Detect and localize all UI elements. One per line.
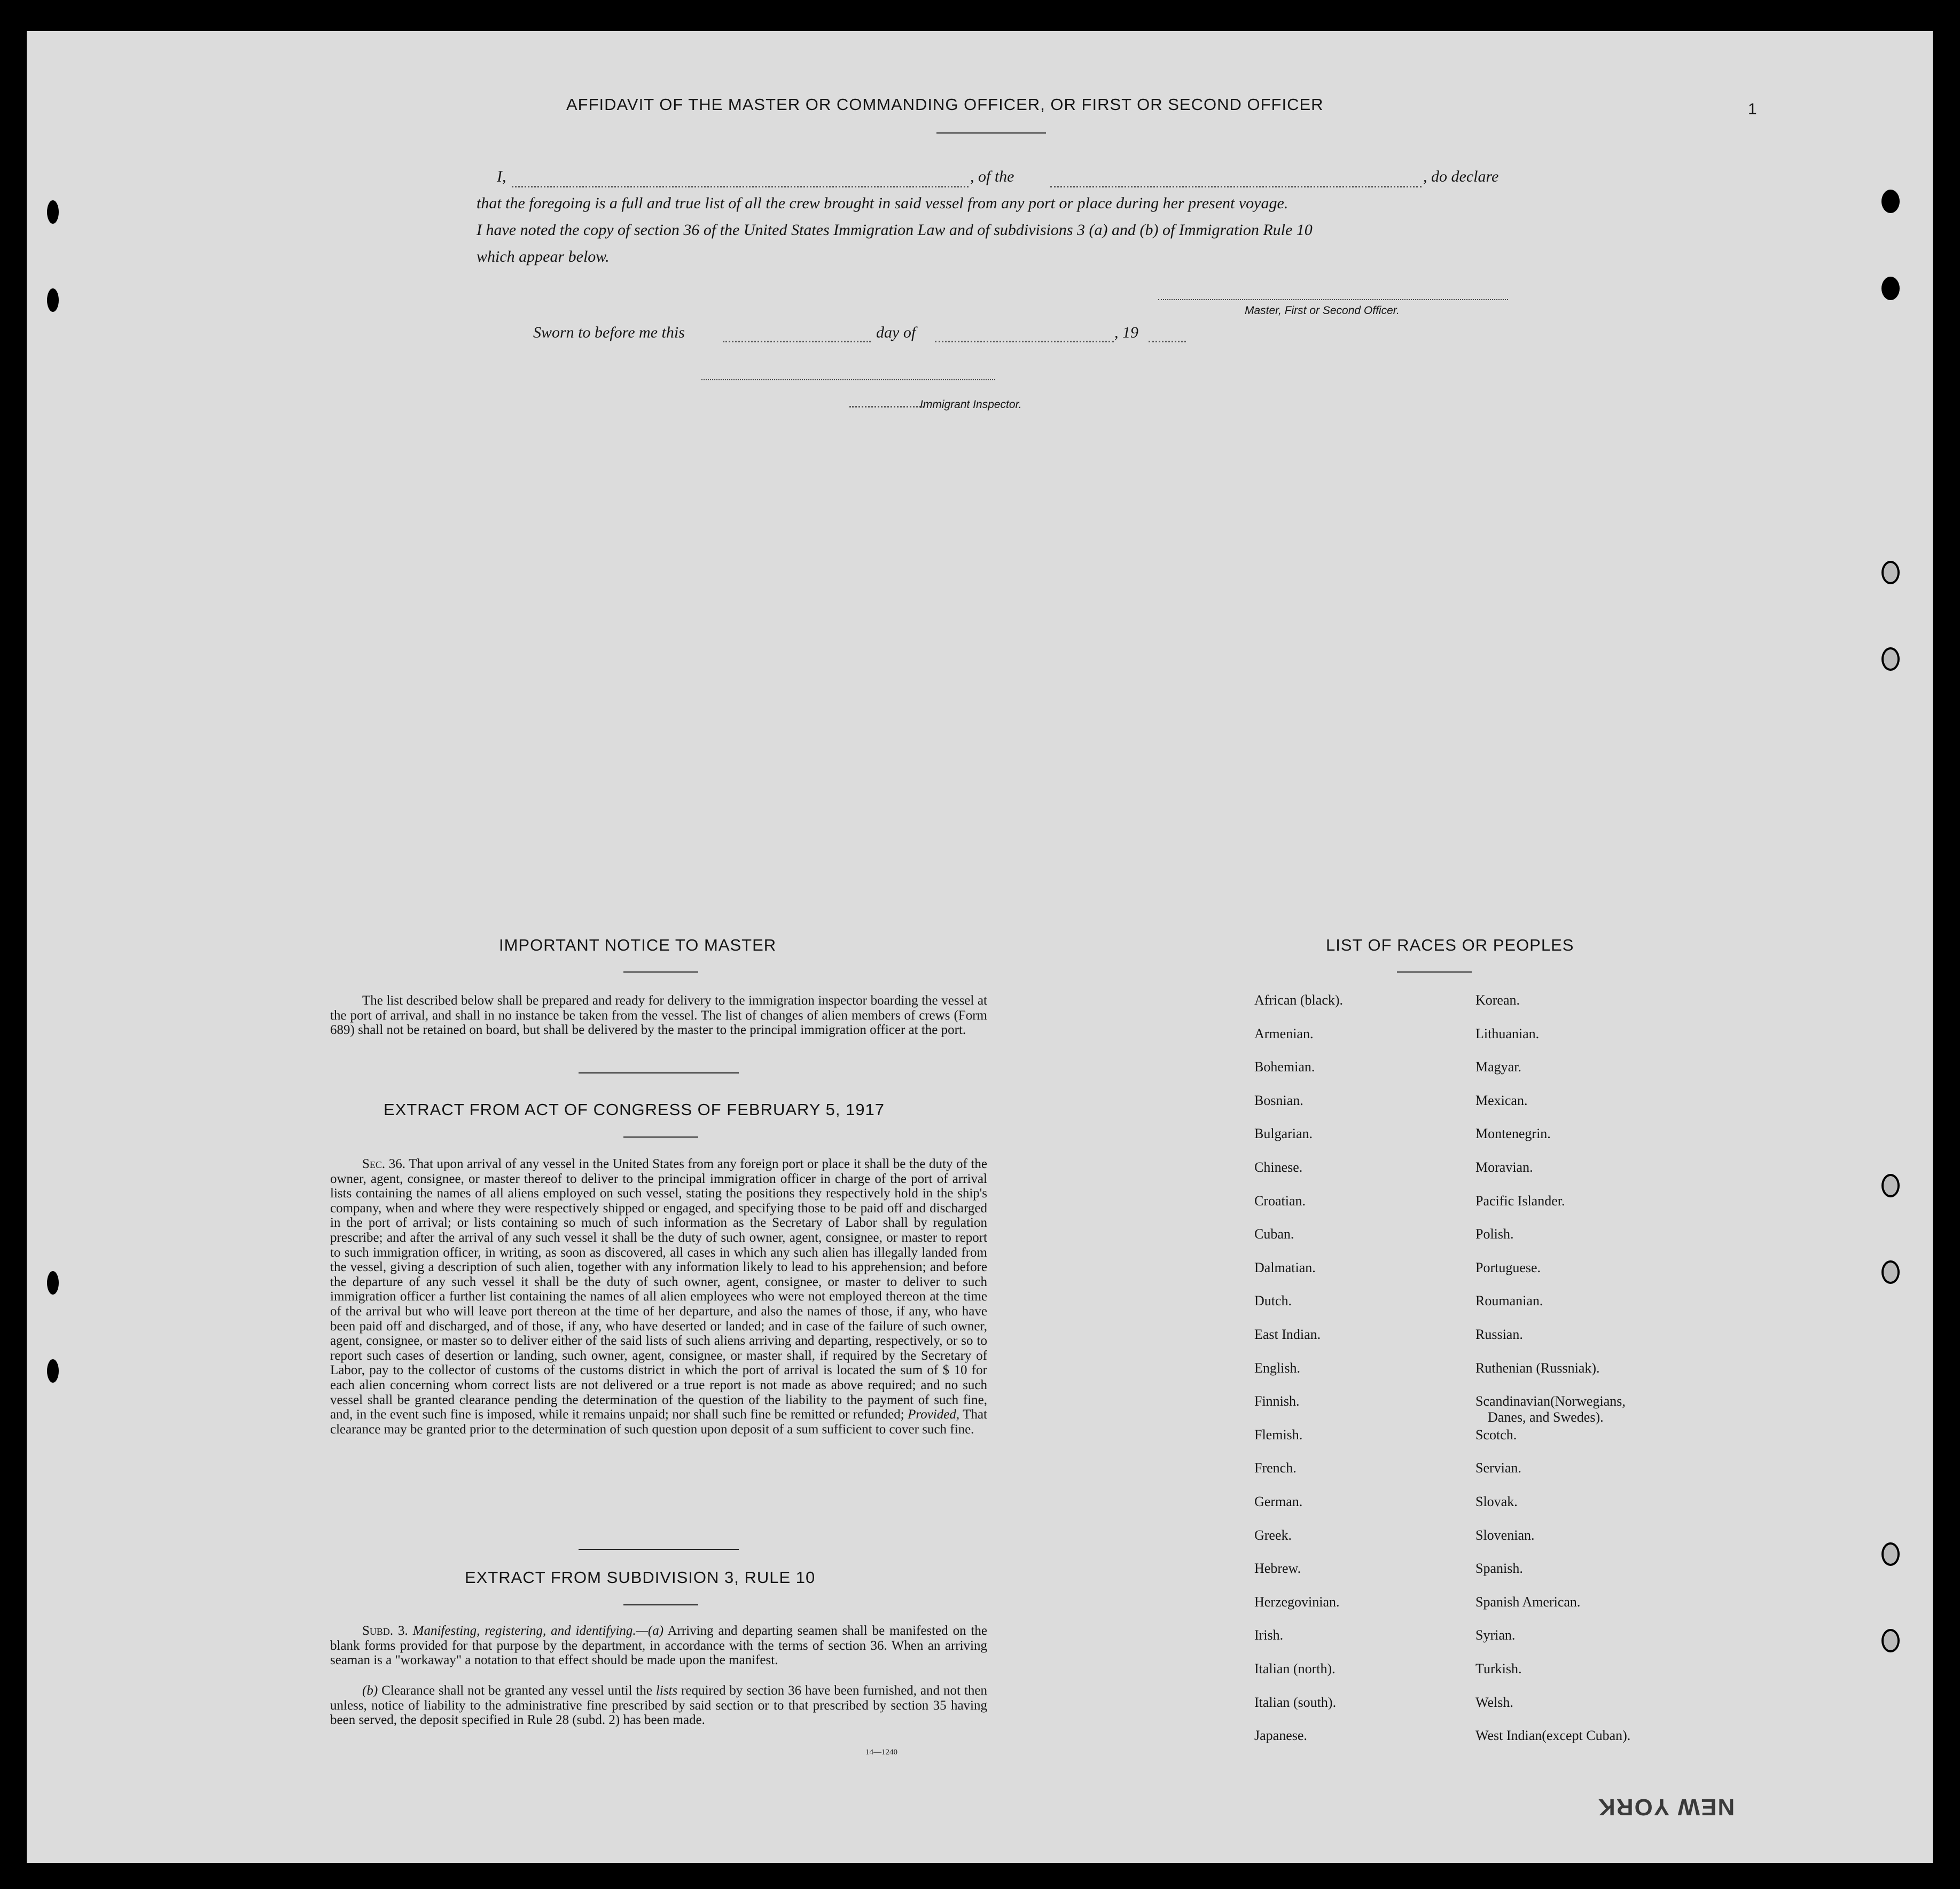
rule-body-a: Arriving and departing seamen shall be manifested on the blank forms provided for that purpose by the department, in accordance with the terms of section 36. When an arriving seaman is a "workaway" a notation to that effect should be made upon the manifest.	[330, 1624, 987, 1668]
vessel-blank	[1050, 186, 1422, 187]
race-item: Servian.	[1475, 1460, 1521, 1476]
rule-body-b-2: required by section 36 have been furnished, and not then unless, notice of liability to the administrative fine prescribed by said section or to that prescribed by section 35 having been served, the deposit specified in Rule 28 (subd. 2) has been made.	[330, 1683, 987, 1728]
race-item: Chinese.	[1254, 1159, 1303, 1175]
sworn-year-blank	[1149, 341, 1186, 342]
race-item: Armenian.	[1254, 1025, 1314, 1041]
rule-text-b	[330, 1683, 987, 1728]
race-item: African (black).	[1254, 992, 1344, 1008]
page-number: 1	[1748, 100, 1757, 118]
binder-hole	[1881, 1260, 1900, 1284]
race-item: Welsh.	[1475, 1694, 1513, 1710]
race-item: Mexican.	[1475, 1092, 1528, 1108]
race-item: French.	[1254, 1460, 1297, 1476]
inspector-signature-line	[701, 379, 995, 380]
race-item: Bulgarian.	[1254, 1126, 1313, 1142]
race-item: English.	[1254, 1360, 1300, 1376]
race-item: Flemish.	[1254, 1426, 1303, 1443]
notice-title: IMPORTANT NOTICE TO MASTER	[499, 936, 777, 954]
rule-body-b-1: Clearance shall not be granted any vessel until the	[381, 1683, 652, 1698]
binder-hole	[1881, 1174, 1900, 1197]
master-caption: Master, First or Second Officer.	[1245, 304, 1400, 317]
act-title-rule	[623, 1136, 698, 1138]
race-item: Montenegrin.	[1475, 1126, 1551, 1142]
race-item: Korean.	[1475, 992, 1520, 1008]
binder-hole	[47, 1271, 59, 1295]
act-text	[330, 1157, 987, 1437]
race-item: Scandinavian(Norwegians,	[1475, 1393, 1626, 1409]
act-body: That upon arrival of any vessel in the United States from any foreign port or place it shall be the duty of the owner, agent, consignee, or master thereof to deliver to the principal immigration officer in charge of the port of arrival lists containing the names of all aliens employed on such vessel, stating the positions they respectively hold in the ship's company, when and where they were respectively shipped or engaged, and specifying those to be paid off and discharged in the port of arrival; or lists containing so much of such information as the Secretary of Labor shall by regulation prescribe; and after the arrival of any such vessel it shall be the duty of such owner, agent, consignee, or master to report to such immigration officer, in writing, as soon as discovered, all cases in which any such alien has illegally landed from the vessel, giving a description of such alien, together with any information likely to lead to his apprehension; and before the departure of any such vessel it shall be the duty of such owner, agent, consignee, or master to deliver to such immigration officer a further list containing the names of all alien employees who were not employed thereon at the time of the arrival but who will leave port thereon at the time of her departure, and also the names of those, if any, who have been paid off and discharged, and of those, if any, who have deserted or landed; and in case of the failure of such owner, agent, consignee, or master so to deliver either of the said lists of such aliens arriving and departing, respectively, or so to report such cases of desertion or landing, such owner, agent, consignee, or master shall, if required by the Secretary of Labor, pay to the collector of customs of the customs district in which the port of arrival is located the sum of $ 10 for each alien concerning whom correct lists are not delivered or a true report is not made as above required; and no such vessel shall be granted clearance pending the determination of the question of the liability to the payment of such fine, and, in the event such fine is imposed, while it remains unpaid; nor shall such fine be remitted or refunded;	[330, 1157, 987, 1422]
race-item: Ruthenian (Russniak).	[1475, 1360, 1600, 1376]
act-provided-label: Provided,	[908, 1407, 960, 1422]
rule-title-rule	[623, 1604, 698, 1605]
notice-separator	[579, 1072, 739, 1073]
race-item: Finnish.	[1254, 1393, 1300, 1409]
races-title: LIST OF RACES OR PEOPLES	[1326, 936, 1574, 954]
race-item: Dutch.	[1254, 1293, 1292, 1309]
act-title: EXTRACT FROM ACT OF CONGRESS OF FEBRUARY 5, 1917	[384, 1100, 885, 1119]
notice-title-rule	[623, 971, 698, 973]
race-item: Slovak.	[1475, 1494, 1518, 1509]
race-item: Spanish.	[1475, 1561, 1523, 1577]
race-item: Italian (south).	[1254, 1694, 1337, 1710]
port-stamp: NEW YORK	[1597, 1794, 1735, 1820]
binder-hole	[1881, 1542, 1900, 1566]
race-item: Russian.	[1475, 1327, 1523, 1342]
declaration-line-3: I have noted the copy of section 36 of the United States Immigration Law and of subdivisions 3 (a) and (b) of Immigration Rule 10	[477, 221, 1313, 239]
affidavit-title: AFFIDAVIT OF THE MASTER OR COMMANDING OFFICER, OR FIRST OR SECOND OFFICER	[566, 95, 1324, 114]
race-item: Irish.	[1254, 1627, 1284, 1643]
year-label: , 19	[1114, 324, 1138, 341]
act-separator	[579, 1549, 739, 1550]
declaration-line-2: that the foregoing is a full and true list of all the crew brought in said vessel from any port or place during her present voyage.	[477, 194, 1289, 212]
race-item: German.	[1254, 1494, 1303, 1509]
binder-hole	[1881, 561, 1900, 584]
sworn-label: Sworn to before me this	[533, 324, 685, 341]
race-item: East Indian.	[1254, 1327, 1321, 1342]
act-section-label: Sec. 36.	[362, 1157, 405, 1171]
race-item: Lithuanian.	[1475, 1025, 1540, 1041]
race-item: Moravian.	[1475, 1159, 1533, 1175]
race-item: Turkish.	[1475, 1661, 1522, 1676]
race-item: Hebrew.	[1254, 1561, 1301, 1577]
binder-hole	[47, 200, 59, 224]
document-page	[27, 31, 1933, 1863]
race-item: Spanish American.	[1475, 1594, 1581, 1610]
race-item: Pacific Islander.	[1475, 1193, 1565, 1209]
binder-hole	[47, 1359, 59, 1383]
race-item: Japanese.	[1254, 1728, 1307, 1744]
race-item: Polish.	[1475, 1226, 1514, 1242]
race-item: Herzegovinian.	[1254, 1594, 1340, 1610]
race-item: Bosnian.	[1254, 1092, 1303, 1108]
sworn-day-blank	[723, 341, 871, 342]
race-item: West Indian(except Cuban).	[1475, 1728, 1631, 1744]
rule-subd-label: Subd. 3.	[362, 1624, 408, 1638]
notice-body: The list described below shall be prepared and ready for delivery to the immigration inspector boarding the vessel at the port of arrival, and shall in no instance be taken from the vessel. The list of changes of alien members of crews (Form 689) shall not be retained on board, but shall be delivered by the master to the principal immigration officer at the port.	[330, 993, 987, 1038]
binder-hole	[1881, 647, 1900, 671]
declaration-i-label: I,	[497, 168, 506, 185]
inspector-caption-dots	[849, 406, 924, 407]
binder-hole	[1881, 1629, 1900, 1652]
races-title-rule	[1397, 971, 1472, 973]
race-item: Croatian.	[1254, 1193, 1306, 1209]
rule-b-label: (b)	[362, 1683, 378, 1698]
race-item: Dalmatian.	[1254, 1259, 1316, 1275]
declaration-do-declare-label: , do declare	[1423, 168, 1499, 185]
sworn-month-blank	[935, 341, 1114, 342]
race-item: Syrian.	[1475, 1627, 1516, 1643]
master-signature-line	[1158, 299, 1508, 300]
form-number: 14—1240	[865, 1748, 897, 1757]
race-item: Portuguese.	[1475, 1259, 1541, 1275]
rule-body-b-lists: lists	[655, 1683, 678, 1698]
binder-hole	[1881, 277, 1900, 300]
race-item: Italian (north).	[1254, 1661, 1336, 1676]
inspector-caption: Immigrant Inspector.	[920, 398, 1022, 411]
race-item: Slovenian.	[1475, 1527, 1535, 1543]
rule-text-a	[330, 1624, 987, 1668]
race-item: Bohemian.	[1254, 1059, 1315, 1075]
name-blank	[512, 186, 969, 187]
race-item: Roumanian.	[1475, 1293, 1543, 1309]
rule-title: EXTRACT FROM SUBDIVISION 3, RULE 10	[465, 1568, 816, 1587]
race-item: Scotch.	[1475, 1426, 1517, 1443]
race-item: Cuban.	[1254, 1226, 1294, 1242]
act-body-end: That clearance may be granted prior to the determination of such question upon deposit of a sum sufficient to cover such fine.	[330, 1407, 987, 1437]
race-item: Magyar.	[1475, 1059, 1521, 1075]
binder-hole	[47, 288, 59, 312]
notice-text	[330, 993, 987, 1038]
declaration-line-4: which appear below.	[477, 248, 610, 265]
affidavit-title-rule	[936, 132, 1046, 134]
race-item: Danes, and Swedes).	[1488, 1409, 1604, 1425]
rule-subd-title: Manifesting, registering, and identifying.—(a)	[412, 1624, 664, 1638]
declaration-of-the-label: , of the	[970, 168, 1014, 185]
day-of-label: day of	[876, 324, 916, 341]
race-item: Greek.	[1254, 1527, 1292, 1543]
binder-hole	[1881, 190, 1900, 213]
